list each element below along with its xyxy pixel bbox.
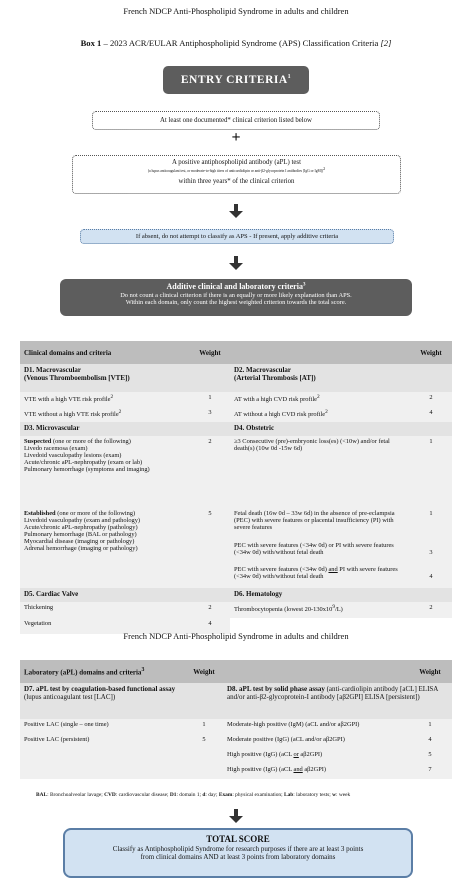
criterion-label: VTE with a high VTE risk profile$^2$ xyxy=(24,394,114,404)
total-score-title: TOTAL SCORE xyxy=(206,834,270,844)
criterion-label: Thickening xyxy=(24,604,54,611)
blue-note: If absent, do not attempt to classify as APS - If present, apply additive criteria xyxy=(80,229,394,244)
entry-criteria-sup: 1 xyxy=(287,74,292,80)
criterion-label: Vegetation xyxy=(24,620,52,627)
additive-line2: Within each domain, only count the highest weighted criterion towards the total score. xyxy=(125,299,347,306)
plus-sign: + xyxy=(231,129,241,146)
page-header: French NDCP Anti-Phospholipid Syndrome in adults and children xyxy=(123,631,349,641)
additive-criteria-box xyxy=(60,279,412,316)
table-header-blank xyxy=(223,660,408,683)
down-arrow-icon xyxy=(226,809,246,823)
clinical-domains-table xyxy=(20,341,452,634)
additive-sup: 3 xyxy=(302,282,306,288)
box-title xyxy=(0,38,472,48)
apl-line3: within three years* of the clinical criterion xyxy=(178,178,295,186)
box-title-ref: [2] xyxy=(380,38,392,48)
criterion-weight: 1 xyxy=(428,721,432,728)
criterion-label: Positive LAC (single – one time) xyxy=(24,721,109,728)
additive-line1: Do not count a clinical criterion if there is an equally or more likely explanation than APS. xyxy=(120,292,352,299)
table-header-weight: Weight xyxy=(190,341,230,364)
apl-sup: 2 xyxy=(323,166,326,171)
apl-line1: A positive antiphospholipid antibody (aPL) test xyxy=(172,159,301,166)
criterion-weight: 2 xyxy=(208,604,212,611)
criterion-label: Positive LAC (persistent) xyxy=(24,736,90,743)
criterion-label: PEC with severe features (<34w 0d) or PI with severe features (<34w 0d) with/without fetal death xyxy=(234,542,394,556)
clinical-criterion-box: At least one documented* clinical criterion listed below xyxy=(92,111,380,130)
down-arrow-icon xyxy=(226,256,246,270)
domain-d6: D6. Hematology xyxy=(230,588,452,602)
criterion-weight: 4 xyxy=(429,572,433,580)
down-arrow-icon xyxy=(226,204,246,218)
table-header-domains: Laboratory (aPL) domains and criteria$^3$ xyxy=(20,660,185,683)
criterion-established: Established (one or more of the following) Livedoid vasculopathy (exam and pathology) Acute/chronic aPL-nephropathy (pathology) Pulmonary hemorrhage (BAL or pathology) Myocardial disease (imaging or pathology) Adrenal hemorrhage (imaging or pathology) xyxy=(24,510,141,552)
abbreviations-note: BAL: Bronchoalveolar lavage; CVD: cardiovascular disease; D1: domain 1; d: day; Exam: physical examination; Lab: laboratory tests; w: week xyxy=(36,792,351,798)
table-header-weight: Weight xyxy=(185,660,223,683)
page-header: French NDCP Anti-Phospholipid Syndrome in adults and children xyxy=(123,6,349,16)
criterion-label: VTE without a high VTE risk profile$^2$ xyxy=(24,409,122,419)
table-header-weight: Weight xyxy=(408,660,452,683)
domain-d3: D3. Microvascular xyxy=(20,422,230,436)
criterion-label: Moderate-high positive (IgM) (aCL and/or aβ2GPI) xyxy=(227,721,360,728)
criterion-weight: 2 xyxy=(429,394,433,401)
criterion-label: High positive (IgG) (aCL or aβ2GPI) xyxy=(227,751,323,758)
total-score-box xyxy=(63,828,413,878)
criterion-suspected: Suspected (one or more of the following) Livedo racemosa (exam) Livedoid vasculopathy lesions (exam) Acute/chronic aPL-nephropathy (exam or lab) Pulmonary hemorrhage (symptoms and imaging) xyxy=(24,438,150,473)
criterion-weight: 5 xyxy=(202,736,206,743)
criterion-weight: 2 xyxy=(429,604,433,611)
domain-d5: D5. Cardiac Valve xyxy=(20,588,230,602)
domain-d4: D4. Obstetric xyxy=(230,422,452,436)
criterion-label: Fetal death (16w 0d – 33w 6d) in the absence of pre-eclampsia (PEC) with severe features or placental insufficiency (PI) with severe features xyxy=(234,510,395,531)
domain-d2: D2. Macrovascular (Arterial Thrombosis [AT]) xyxy=(230,364,452,392)
criterion-weight: 2 xyxy=(208,438,212,445)
total-score-line1: Classify as Antiphospholipid Syndrome for research purposes if there are at least 3 points xyxy=(112,845,364,853)
total-score-line2: from clinical domains AND at least 3 points from laboratory domains xyxy=(140,853,336,861)
apl-line2: (a lupus anticoagulant test, or moderate-to-high titers of anticardiolipin or anti-β2-glycoprotein I antibodies [IgG or IgM])$^2$ xyxy=(147,166,326,174)
criterion-weight: 3 xyxy=(429,548,433,556)
entry-criteria-label: ENTRY CRITERIA xyxy=(180,74,288,86)
criterion-weight: 1 xyxy=(429,438,433,445)
box-title-text: – 2023 ACR/EULAR Antiphospholipid Syndrome (APS) Classification Criteria xyxy=(101,38,381,48)
domain-d7: D7. aPL test by coagulation-based functional assay (lupus anticoagulant test [LAC]) xyxy=(20,683,223,719)
table-header-blank xyxy=(230,341,410,364)
criterion-weight: 1 xyxy=(202,721,206,728)
criterion-label: AT with a high CVD risk profile$^2$ xyxy=(234,394,320,404)
box-title-label: Box 1 xyxy=(80,38,102,48)
laboratory-domains-table xyxy=(20,660,452,779)
criterion-label: High positive (IgG) (aCL and aβ2GPI) xyxy=(227,766,327,773)
criterion-weight: 4 xyxy=(429,409,433,416)
criterion-weight: 5 xyxy=(208,510,212,517)
criterion-weight: 3 xyxy=(208,409,212,416)
table-header-weight: Weight xyxy=(410,341,452,364)
criterion-weight: 1 xyxy=(208,394,212,401)
criterion-weight: 4 xyxy=(428,736,432,743)
criterion-weight: 1 xyxy=(429,510,433,517)
table-header-domains: Clinical domains and criteria xyxy=(20,341,190,364)
criterion-label: AT without a high CVD risk profile$^2$ xyxy=(234,409,328,419)
criterion-weight: 7 xyxy=(428,766,432,773)
entry-criteria-banner xyxy=(163,66,309,94)
criterion-label: ≥3 Consecutive (pre)-embryonic loss(es) (<10w) and/or fetal death(s) (10w 0d -15w 6d) xyxy=(234,438,390,452)
criterion-label: Thrombocytopenia (lowest $20-130x10^9/L$) xyxy=(234,604,343,614)
criterion-label: PEC with severe features (<34w 0d) and PI with severe features (<34w 0d) with/without fetal death xyxy=(234,566,398,580)
additive-title: Additive clinical and laboratory criteria$^3$ xyxy=(166,282,306,291)
apl-test-box xyxy=(72,155,401,194)
criterion-weight: 4 xyxy=(208,620,212,627)
criterion-label: Moderate positive (IgG) (aCL and/or aβ2GPI) xyxy=(227,736,345,743)
criterion-weight: 5 xyxy=(428,751,432,758)
domain-d8: D8. aPL test by solid phase assay (anti-cardiolipin antibody [aCL] ELISA and/or anti-β2-glycoprotein-I antibody [aβ2GPI] ELISA [persistent]) xyxy=(223,683,452,719)
domain-d1: D1. Macrovascular (Venous Thromboembolism [VTE]) xyxy=(20,364,230,392)
